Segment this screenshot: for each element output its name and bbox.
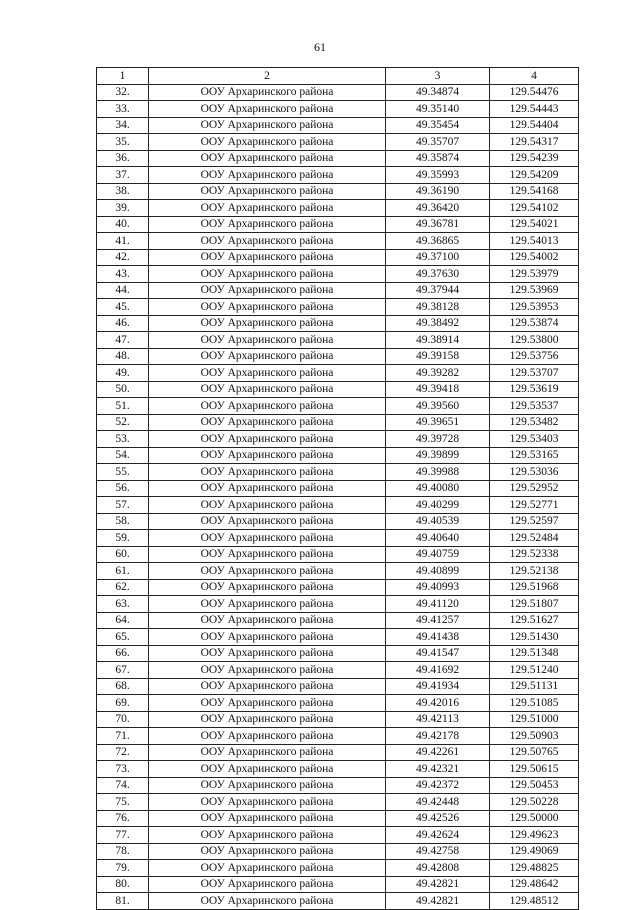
area-name-cell: ООУ Архаринского района bbox=[149, 150, 386, 167]
row-number-cell: 76. bbox=[97, 810, 149, 827]
area-name-cell: ООУ Архаринского района bbox=[149, 381, 386, 398]
area-name-cell: ООУ Архаринского района bbox=[149, 117, 386, 134]
row-number-cell: 43. bbox=[97, 266, 149, 283]
row-number-cell: 34. bbox=[97, 117, 149, 134]
latitude-cell: 49.39988 bbox=[386, 464, 490, 481]
longitude-cell: 129.51807 bbox=[490, 596, 579, 613]
longitude-cell: 129.50903 bbox=[490, 728, 579, 745]
table-row bbox=[97, 596, 579, 613]
longitude-cell: 129.54476 bbox=[490, 84, 579, 101]
area-name-cell: ООУ Архаринского района bbox=[149, 728, 386, 745]
table-row bbox=[97, 645, 579, 662]
latitude-cell: 49.34874 bbox=[386, 84, 490, 101]
table-row bbox=[97, 843, 579, 860]
table-row bbox=[97, 860, 579, 877]
latitude-cell: 49.42448 bbox=[386, 794, 490, 811]
column-header-1: 1 bbox=[97, 68, 149, 85]
row-number-cell: 39. bbox=[97, 200, 149, 217]
table-row bbox=[97, 513, 579, 530]
latitude-cell: 49.37630 bbox=[386, 266, 490, 283]
latitude-cell: 49.42113 bbox=[386, 711, 490, 728]
area-name-cell: ООУ Архаринского района bbox=[149, 761, 386, 778]
table-row bbox=[97, 563, 579, 580]
area-name-cell: ООУ Архаринского района bbox=[149, 645, 386, 662]
latitude-cell: 49.35993 bbox=[386, 167, 490, 184]
longitude-cell: 129.53537 bbox=[490, 398, 579, 415]
longitude-cell: 129.53707 bbox=[490, 365, 579, 382]
table-row bbox=[97, 414, 579, 431]
area-name-cell: ООУ Архаринского района bbox=[149, 266, 386, 283]
longitude-cell: 129.53979 bbox=[490, 266, 579, 283]
latitude-cell: 49.42372 bbox=[386, 777, 490, 794]
row-number-cell: 69. bbox=[97, 695, 149, 712]
area-name-cell: ООУ Архаринского района bbox=[149, 596, 386, 613]
row-number-cell: 78. bbox=[97, 843, 149, 860]
row-number-cell: 74. bbox=[97, 777, 149, 794]
longitude-cell: 129.53403 bbox=[490, 431, 579, 448]
row-number-cell: 32. bbox=[97, 84, 149, 101]
area-name-cell: ООУ Архаринского района bbox=[149, 563, 386, 580]
table-row bbox=[97, 662, 579, 679]
latitude-cell: 49.42821 bbox=[386, 876, 490, 893]
row-number-cell: 79. bbox=[97, 860, 149, 877]
area-name-cell: ООУ Архаринского района bbox=[149, 101, 386, 118]
area-name-cell: ООУ Архаринского района bbox=[149, 431, 386, 448]
table-row bbox=[97, 546, 579, 563]
area-name-cell: ООУ Архаринского района bbox=[149, 183, 386, 200]
table-row bbox=[97, 431, 579, 448]
row-number-cell: 48. bbox=[97, 348, 149, 365]
area-name-cell: ООУ Архаринского района bbox=[149, 282, 386, 299]
row-number-cell: 38. bbox=[97, 183, 149, 200]
longitude-cell: 129.49069 bbox=[490, 843, 579, 860]
row-number-cell: 71. bbox=[97, 728, 149, 745]
row-number-cell: 53. bbox=[97, 431, 149, 448]
latitude-cell: 49.41547 bbox=[386, 645, 490, 662]
table-row bbox=[97, 200, 579, 217]
table-row bbox=[97, 464, 579, 481]
table-row bbox=[97, 266, 579, 283]
latitude-cell: 49.39560 bbox=[386, 398, 490, 415]
longitude-cell: 129.53482 bbox=[490, 414, 579, 431]
latitude-cell: 49.40759 bbox=[386, 546, 490, 563]
area-name-cell: ООУ Архаринского района bbox=[149, 497, 386, 514]
table-row bbox=[97, 117, 579, 134]
latitude-cell: 49.39418 bbox=[386, 381, 490, 398]
longitude-cell: 129.54021 bbox=[490, 216, 579, 233]
area-name-cell: ООУ Архаринского района bbox=[149, 398, 386, 415]
longitude-cell: 129.54168 bbox=[490, 183, 579, 200]
area-name-cell: ООУ Архаринского района bbox=[149, 810, 386, 827]
row-number-cell: 81. bbox=[97, 893, 149, 910]
longitude-cell: 129.48642 bbox=[490, 876, 579, 893]
table-row bbox=[97, 530, 579, 547]
row-number-cell: 45. bbox=[97, 299, 149, 316]
longitude-cell: 129.52484 bbox=[490, 530, 579, 547]
row-number-cell: 33. bbox=[97, 101, 149, 118]
table-row bbox=[97, 101, 579, 118]
table-row bbox=[97, 711, 579, 728]
table-row bbox=[97, 365, 579, 382]
table-row bbox=[97, 447, 579, 464]
longitude-cell: 129.53756 bbox=[490, 348, 579, 365]
area-name-cell: ООУ Архаринского района bbox=[149, 299, 386, 316]
longitude-cell: 129.48825 bbox=[490, 860, 579, 877]
row-number-cell: 62. bbox=[97, 579, 149, 596]
latitude-cell: 49.41934 bbox=[386, 678, 490, 695]
row-number-cell: 63. bbox=[97, 596, 149, 613]
longitude-cell: 129.52771 bbox=[490, 497, 579, 514]
area-name-cell: ООУ Архаринского района bbox=[149, 134, 386, 151]
area-name-cell: ООУ Архаринского района bbox=[149, 249, 386, 266]
longitude-cell: 129.48512 bbox=[490, 893, 579, 910]
area-name-cell: ООУ Архаринского района bbox=[149, 860, 386, 877]
area-name-cell: ООУ Архаринского района bbox=[149, 216, 386, 233]
latitude-cell: 49.36190 bbox=[386, 183, 490, 200]
longitude-cell: 129.51240 bbox=[490, 662, 579, 679]
table-row bbox=[97, 893, 579, 910]
row-number-cell: 40. bbox=[97, 216, 149, 233]
table-row bbox=[97, 216, 579, 233]
latitude-cell: 49.37944 bbox=[386, 282, 490, 299]
longitude-cell: 129.54209 bbox=[490, 167, 579, 184]
row-number-cell: 80. bbox=[97, 876, 149, 893]
longitude-cell: 129.52952 bbox=[490, 480, 579, 497]
row-number-cell: 60. bbox=[97, 546, 149, 563]
area-name-cell: ООУ Архаринского района bbox=[149, 414, 386, 431]
row-number-cell: 57. bbox=[97, 497, 149, 514]
area-name-cell: ООУ Архаринского района bbox=[149, 695, 386, 712]
latitude-cell: 49.42808 bbox=[386, 860, 490, 877]
longitude-cell: 129.50000 bbox=[490, 810, 579, 827]
column-header-2: 2 bbox=[149, 68, 386, 85]
longitude-cell: 129.52338 bbox=[490, 546, 579, 563]
area-name-cell: ООУ Архаринского района bbox=[149, 84, 386, 101]
longitude-cell: 129.51348 bbox=[490, 645, 579, 662]
latitude-cell: 49.36420 bbox=[386, 200, 490, 217]
latitude-cell: 49.41438 bbox=[386, 629, 490, 646]
longitude-cell: 129.51627 bbox=[490, 612, 579, 629]
longitude-cell: 129.54013 bbox=[490, 233, 579, 250]
longitude-cell: 129.53953 bbox=[490, 299, 579, 316]
latitude-cell: 49.42261 bbox=[386, 744, 490, 761]
row-number-cell: 64. bbox=[97, 612, 149, 629]
latitude-cell: 49.40080 bbox=[386, 480, 490, 497]
area-name-cell: ООУ Архаринского района bbox=[149, 876, 386, 893]
latitude-cell: 49.38492 bbox=[386, 315, 490, 332]
table-row bbox=[97, 282, 579, 299]
table-row bbox=[97, 497, 579, 514]
latitude-cell: 49.39282 bbox=[386, 365, 490, 382]
area-name-cell: ООУ Архаринского района bbox=[149, 315, 386, 332]
coordinates-table bbox=[96, 67, 579, 910]
page-number: 61 bbox=[314, 40, 326, 54]
longitude-cell: 129.54404 bbox=[490, 117, 579, 134]
table-header-row bbox=[97, 68, 579, 85]
area-name-cell: ООУ Архаринского района bbox=[149, 744, 386, 761]
area-name-cell: ООУ Архаринского района bbox=[149, 530, 386, 547]
table-row bbox=[97, 777, 579, 794]
area-name-cell: ООУ Архаринского района bbox=[149, 546, 386, 563]
table-row bbox=[97, 398, 579, 415]
latitude-cell: 49.40899 bbox=[386, 563, 490, 580]
longitude-cell: 129.52138 bbox=[490, 563, 579, 580]
row-number-cell: 73. bbox=[97, 761, 149, 778]
latitude-cell: 49.42758 bbox=[386, 843, 490, 860]
table-row bbox=[97, 183, 579, 200]
row-number-cell: 36. bbox=[97, 150, 149, 167]
area-name-cell: ООУ Архаринского района bbox=[149, 464, 386, 481]
row-number-cell: 37. bbox=[97, 167, 149, 184]
table-row bbox=[97, 612, 579, 629]
table-row bbox=[97, 381, 579, 398]
table-row bbox=[97, 728, 579, 745]
row-number-cell: 50. bbox=[97, 381, 149, 398]
area-name-cell: ООУ Архаринского района bbox=[149, 480, 386, 497]
longitude-cell: 129.53036 bbox=[490, 464, 579, 481]
latitude-cell: 49.38914 bbox=[386, 332, 490, 349]
table-row bbox=[97, 695, 579, 712]
longitude-cell: 129.53619 bbox=[490, 381, 579, 398]
area-name-cell: ООУ Архаринского района bbox=[149, 777, 386, 794]
row-number-cell: 56. bbox=[97, 480, 149, 497]
latitude-cell: 49.42624 bbox=[386, 827, 490, 844]
latitude-cell: 49.41257 bbox=[386, 612, 490, 629]
longitude-cell: 129.53800 bbox=[490, 332, 579, 349]
latitude-cell: 49.40993 bbox=[386, 579, 490, 596]
latitude-cell: 49.42821 bbox=[386, 893, 490, 910]
longitude-cell: 129.54002 bbox=[490, 249, 579, 266]
table-row bbox=[97, 629, 579, 646]
latitude-cell: 49.40539 bbox=[386, 513, 490, 530]
table-row bbox=[97, 348, 579, 365]
row-number-cell: 66. bbox=[97, 645, 149, 662]
row-number-cell: 58. bbox=[97, 513, 149, 530]
row-number-cell: 35. bbox=[97, 134, 149, 151]
table-row bbox=[97, 134, 579, 151]
longitude-cell: 129.51430 bbox=[490, 629, 579, 646]
table-row bbox=[97, 150, 579, 167]
area-name-cell: ООУ Архаринского района bbox=[149, 794, 386, 811]
latitude-cell: 49.42178 bbox=[386, 728, 490, 745]
area-name-cell: ООУ Архаринского района bbox=[149, 827, 386, 844]
longitude-cell: 129.53874 bbox=[490, 315, 579, 332]
row-number-cell: 55. bbox=[97, 464, 149, 481]
table-body bbox=[97, 84, 579, 909]
area-name-cell: ООУ Архаринского района bbox=[149, 678, 386, 695]
table-row bbox=[97, 761, 579, 778]
latitude-cell: 49.39728 bbox=[386, 431, 490, 448]
table-row bbox=[97, 744, 579, 761]
longitude-cell: 129.52597 bbox=[490, 513, 579, 530]
latitude-cell: 49.42016 bbox=[386, 695, 490, 712]
column-header-4: 4 bbox=[490, 68, 579, 85]
latitude-cell: 49.37100 bbox=[386, 249, 490, 266]
longitude-cell: 129.51968 bbox=[490, 579, 579, 596]
longitude-cell: 129.54239 bbox=[490, 150, 579, 167]
area-name-cell: ООУ Архаринского района bbox=[149, 167, 386, 184]
row-number-cell: 72. bbox=[97, 744, 149, 761]
table-row bbox=[97, 84, 579, 101]
row-number-cell: 46. bbox=[97, 315, 149, 332]
table-row bbox=[97, 876, 579, 893]
table-row bbox=[97, 794, 579, 811]
area-name-cell: ООУ Архаринского района bbox=[149, 662, 386, 679]
table-row bbox=[97, 167, 579, 184]
table-row bbox=[97, 827, 579, 844]
longitude-cell: 129.51000 bbox=[490, 711, 579, 728]
area-name-cell: ООУ Архаринского района bbox=[149, 612, 386, 629]
row-number-cell: 44. bbox=[97, 282, 149, 299]
longitude-cell: 129.51085 bbox=[490, 695, 579, 712]
area-name-cell: ООУ Архаринского района bbox=[149, 843, 386, 860]
row-number-cell: 47. bbox=[97, 332, 149, 349]
longitude-cell: 129.50453 bbox=[490, 777, 579, 794]
row-number-cell: 75. bbox=[97, 794, 149, 811]
latitude-cell: 49.39651 bbox=[386, 414, 490, 431]
area-name-cell: ООУ Архаринского района bbox=[149, 233, 386, 250]
area-name-cell: ООУ Архаринского района bbox=[149, 893, 386, 910]
row-number-cell: 70. bbox=[97, 711, 149, 728]
area-name-cell: ООУ Архаринского района bbox=[149, 348, 386, 365]
table-row bbox=[97, 810, 579, 827]
table-row bbox=[97, 480, 579, 497]
row-number-cell: 59. bbox=[97, 530, 149, 547]
longitude-cell: 129.51131 bbox=[490, 678, 579, 695]
longitude-cell: 129.54317 bbox=[490, 134, 579, 151]
area-name-cell: ООУ Архаринского района bbox=[149, 579, 386, 596]
table-row bbox=[97, 315, 579, 332]
longitude-cell: 129.50615 bbox=[490, 761, 579, 778]
latitude-cell: 49.35874 bbox=[386, 150, 490, 167]
table-row bbox=[97, 579, 579, 596]
latitude-cell: 49.36781 bbox=[386, 216, 490, 233]
latitude-cell: 49.40640 bbox=[386, 530, 490, 547]
longitude-cell: 129.54102 bbox=[490, 200, 579, 217]
latitude-cell: 49.42526 bbox=[386, 810, 490, 827]
longitude-cell: 129.53165 bbox=[490, 447, 579, 464]
row-number-cell: 77. bbox=[97, 827, 149, 844]
area-name-cell: ООУ Архаринского района bbox=[149, 332, 386, 349]
row-number-cell: 52. bbox=[97, 414, 149, 431]
area-name-cell: ООУ Архаринского района bbox=[149, 447, 386, 464]
longitude-cell: 129.50228 bbox=[490, 794, 579, 811]
row-number-cell: 68. bbox=[97, 678, 149, 695]
table-row bbox=[97, 678, 579, 695]
row-number-cell: 61. bbox=[97, 563, 149, 580]
longitude-cell: 129.54443 bbox=[490, 101, 579, 118]
area-name-cell: ООУ Архаринского района bbox=[149, 711, 386, 728]
row-number-cell: 41. bbox=[97, 233, 149, 250]
latitude-cell: 49.35707 bbox=[386, 134, 490, 151]
row-number-cell: 67. bbox=[97, 662, 149, 679]
latitude-cell: 49.36865 bbox=[386, 233, 490, 250]
latitude-cell: 49.35454 bbox=[386, 117, 490, 134]
area-name-cell: ООУ Архаринского района bbox=[149, 629, 386, 646]
area-name-cell: ООУ Архаринского района bbox=[149, 200, 386, 217]
table-row bbox=[97, 233, 579, 250]
row-number-cell: 49. bbox=[97, 365, 149, 382]
longitude-cell: 129.49623 bbox=[490, 827, 579, 844]
area-name-cell: ООУ Архаринского района bbox=[149, 513, 386, 530]
latitude-cell: 49.41120 bbox=[386, 596, 490, 613]
row-number-cell: 51. bbox=[97, 398, 149, 415]
column-header-3: 3 bbox=[386, 68, 490, 85]
row-number-cell: 42. bbox=[97, 249, 149, 266]
table-row bbox=[97, 332, 579, 349]
longitude-cell: 129.50765 bbox=[490, 744, 579, 761]
table-row bbox=[97, 299, 579, 316]
row-number-cell: 54. bbox=[97, 447, 149, 464]
latitude-cell: 49.38128 bbox=[386, 299, 490, 316]
longitude-cell: 129.53969 bbox=[490, 282, 579, 299]
table-row bbox=[97, 249, 579, 266]
latitude-cell: 49.39899 bbox=[386, 447, 490, 464]
latitude-cell: 49.39158 bbox=[386, 348, 490, 365]
latitude-cell: 49.35140 bbox=[386, 101, 490, 118]
latitude-cell: 49.40299 bbox=[386, 497, 490, 514]
area-name-cell: ООУ Архаринского района bbox=[149, 365, 386, 382]
latitude-cell: 49.42321 bbox=[386, 761, 490, 778]
latitude-cell: 49.41692 bbox=[386, 662, 490, 679]
row-number-cell: 65. bbox=[97, 629, 149, 646]
